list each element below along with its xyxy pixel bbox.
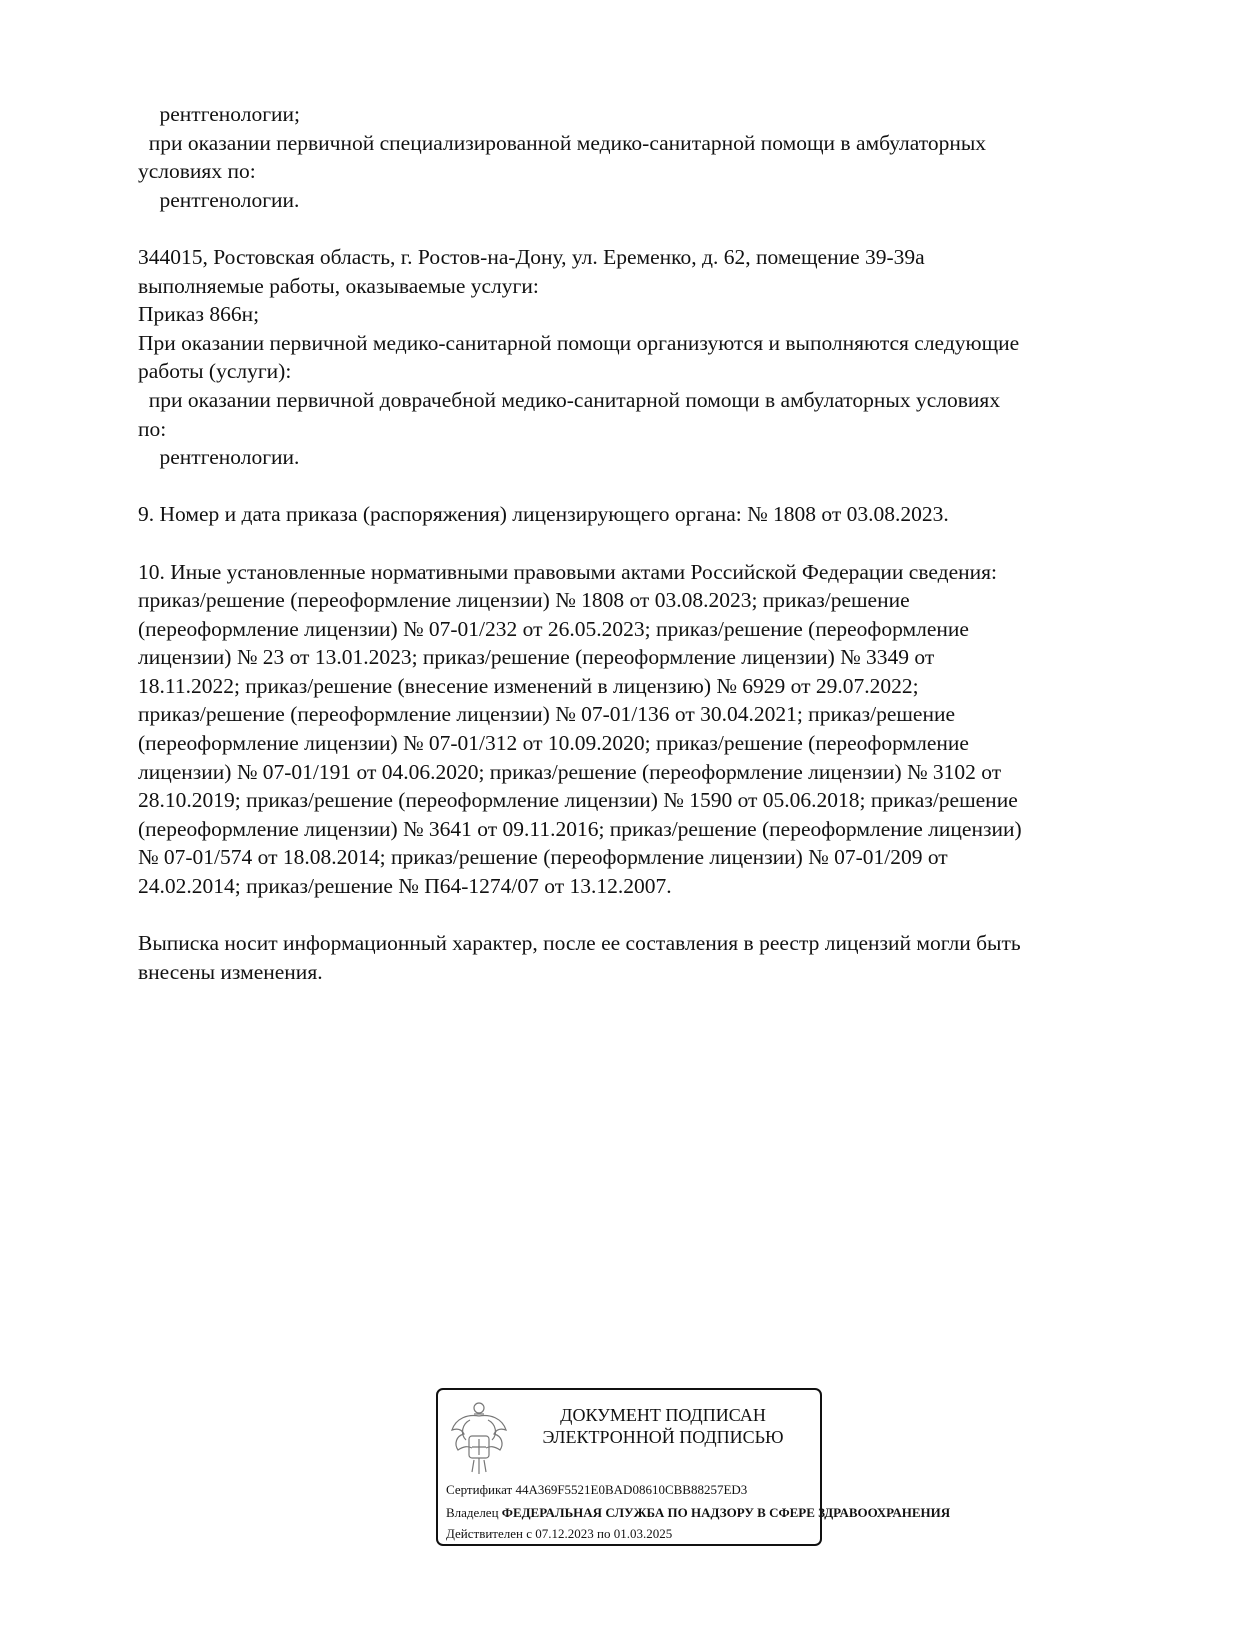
text-line: при оказании первичной доврачебной медико-санитарной помощи в амбулаторных условиях — [138, 387, 1001, 412]
text-line: приказ/решение (переоформление лицензии) № 07-01/136 от 30.04.2021; приказ/решение — [138, 702, 956, 727]
certificate-value: 44A369F5521E0BAD08610CBB88257ED3 — [515, 1482, 748, 1497]
text-line: 28.10.2019; приказ/решение (переоформление лицензии) № 1590 от 05.06.2018; приказ/решение — [138, 788, 1018, 813]
text-line: лицензии) № 07-01/191 от 04.06.2020; приказ/решение (переоформление лицензии) № 3102 от — [138, 759, 1002, 784]
validity-value: Действителен с 07.12.2023 по 01.03.2025 — [446, 1526, 673, 1541]
text-line: 10. Иные установленные нормативными правовыми актами Российской Федерации сведения: — [138, 559, 997, 584]
text-line: условиях по: — [138, 159, 256, 184]
text-line: № 07-01/574 от 18.08.2014; приказ/решение (переоформление лицензии) № 07-01/209 от — [138, 845, 948, 870]
text-line: 9. Номер и дата приказа (распоряжения) лицензирующего органа: № 1808 от 03.08.2023. — [138, 502, 949, 527]
text-line: 24.02.2014; приказ/решение № П64-1274/07 от 13.12.2007. — [138, 874, 672, 899]
document-body — [138, 100, 1128, 986]
certificate-row — [446, 1482, 818, 1498]
electronic-signature-stamp — [436, 1388, 951, 1546]
text-line: по: — [138, 416, 167, 441]
text-line: рентгенологии. — [138, 445, 300, 470]
text-line: (переоформление лицензии) № 07-01/312 от 10.09.2020; приказ/решение (переоформление — [138, 731, 969, 756]
text-line: при оказании первичной специализированной медико-санитарной помощи в амбулаторных — [138, 130, 987, 155]
text-line: внесены изменения. — [138, 959, 323, 984]
signature-title-line2: ЭЛЕКТРОННОЙ ПОДПИСЬЮ — [542, 1427, 784, 1447]
coat-of-arms-emblem-icon — [448, 1400, 510, 1476]
text-line: Приказ 866н; — [138, 302, 260, 327]
text-line: Выписка носит информационный характер, после ее составления в реестр лицензий могли быть — [138, 931, 1021, 956]
text-line: (переоформление лицензии) № 3641 от 09.11.2016; приказ/решение (переоформление лицензии) — [138, 816, 1022, 841]
text-line: приказ/решение (переоформление лицензии) № 1808 от 03.08.2023; приказ/решение — [138, 588, 910, 613]
text-line: выполняемые работы, оказываемые услуги: — [138, 273, 539, 298]
text-line: 18.11.2022; приказ/решение (внесение изменений в лицензию) № 6929 от 29.07.2022; — [138, 673, 919, 698]
text-line: (переоформление лицензии) № 07-01/232 от 26.05.2023; приказ/решение (переоформление — [138, 616, 969, 641]
owner-row — [446, 1505, 951, 1521]
owner-value: ФЕДЕРАЛЬНАЯ СЛУЖБА ПО НАДЗОРУ В СФЕРЕ ЗДРАВООХРАНЕНИЯ — [501, 1505, 951, 1520]
blank-line — [138, 472, 1128, 501]
text-line: 344015, Ростовская область, г. Ростов-на-Дону, ул. Еременко, д. 62, помещение 39-39а — [138, 244, 925, 269]
signature-title — [528, 1404, 798, 1448]
certificate-label: Сертификат — [446, 1482, 513, 1497]
validity-row — [446, 1526, 818, 1542]
signature-title-line1: ДОКУМЕНТ ПОДПИСАН — [560, 1405, 766, 1425]
text-line: работы (услуги): — [138, 359, 292, 384]
text-line: При оказании первичной медико-санитарной помощи организуются и выполняются следующие — [138, 330, 1020, 355]
blank-line — [138, 529, 1128, 558]
text-line: лицензии) № 23 от 13.01.2023; приказ/решение (переоформление лицензии) № 3349 от — [138, 645, 935, 670]
blank-line — [138, 901, 1128, 930]
text-line: рентгенологии; — [138, 102, 301, 126]
text-line: рентгенологии. — [138, 187, 300, 212]
blank-line — [138, 214, 1128, 243]
owner-label: Владелец — [446, 1505, 499, 1520]
